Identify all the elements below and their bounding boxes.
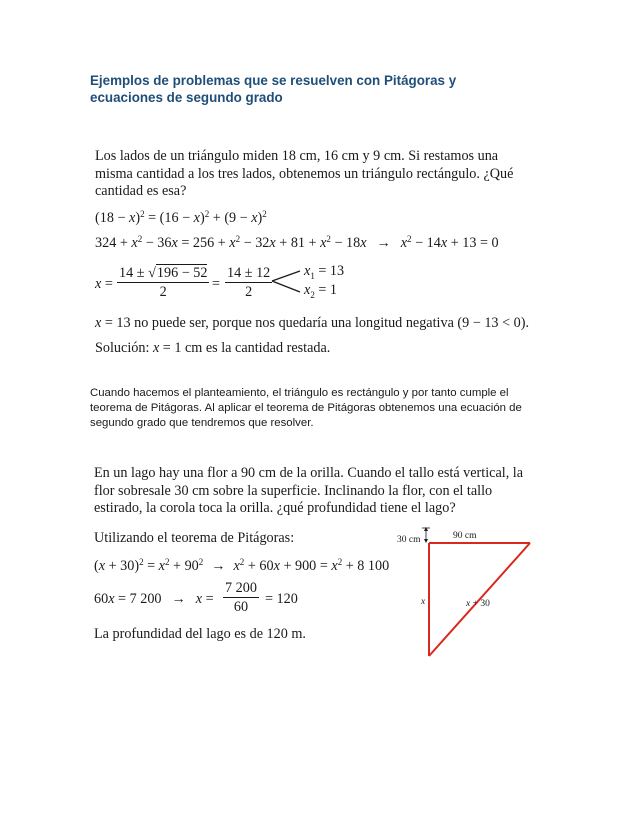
quadratic-fraction-1: $\frac{14 \pm √196 - 52}{2}$ — [119, 265, 208, 300]
problem-2-line-3: estirado, la corola toca la orilla. ¿qué profundidad tiene el lago? — [94, 500, 456, 516]
result-fraction: $\frac{7 200}{60}$ — [225, 580, 257, 615]
linear-equation: 60x = 7 200 → x = — [94, 591, 214, 607]
problem-2-statement — [94, 465, 534, 518]
root-2: $x_2 = 1$ — [304, 282, 338, 300]
equation-2: $324 + x^2 - 36x = 256 + x^2 - 32x + 81 + x^2 - 18x \to x^2 - 14x + 13 = 0$ — [95, 234, 499, 251]
problem-1-line-2: misma cantidad a los tres lados, obtenemos un triángulo rectángulo. ¿Qué — [95, 165, 514, 182]
discard-line: x = 13 no puede ser, porque nos quedaría una longitud negativa (9 − 13 < 0). — [95, 315, 529, 331]
explanation-line-3: segundo grado que tendremos que resolver. — [90, 417, 314, 429]
equation-1: $(18 - x)^2 = (16 - x)^2 + (9 - x)^2$ — [95, 209, 267, 226]
result-value: = 120 — [265, 591, 298, 607]
lake-triangle-diagram — [420, 528, 580, 668]
label-30-cm: 30 cm — [397, 535, 421, 545]
equals-sign: = — [212, 276, 221, 292]
problem-1-line-1: Los lados de un triángulo miden 18 cm, 16 cm y 9 cm. Si restamos una — [95, 148, 499, 164]
pythagoras-equation: $(x + 30)^2 = x^2 + 90^2 \to x^2 + 60x + 900 = x^2 + 8$ 100 — [94, 557, 390, 574]
problem-2-line-1: En un lago hay una flor a 90 cm de la orilla. Cuando el tallo está vertical, la — [94, 465, 524, 481]
title-line-1: Ejemplos de problemas que se resuelven con Pitágoras y — [90, 73, 457, 88]
title-line-2: ecuaciones de segundo grado — [90, 90, 283, 105]
explanation-line-1: Cuando hacemos el planteamiento, el triángulo es rectángulo y por tanto cumple el — [90, 387, 509, 399]
quadratic-fraction-2: $\frac{14 \pm 12}{2}$ — [227, 265, 271, 300]
arrow-head-up — [424, 527, 428, 531]
explanation-line-2: teorema de Pitágoras. Al aplicar el teorema de Pitágoras obtenemos una ecuación de — [90, 402, 522, 414]
problem-1-statement — [95, 148, 535, 201]
problem-1-line-3: cantidad es esa? — [95, 183, 187, 199]
page-title — [90, 72, 510, 106]
solve-variable: x = — [95, 276, 113, 292]
method-line: Utilizando el teorema de Pitágoras: — [94, 530, 295, 546]
label-90-cm: 90 cm — [453, 531, 477, 541]
explanation-paragraph — [90, 386, 550, 431]
branch-icon — [270, 268, 302, 298]
problem-2-line-2: flor sobresale 30 cm sobre la superficie. Inclinando la flor, con el tallo — [94, 482, 493, 499]
label-x-plus-30: x + 30 — [466, 599, 490, 609]
root-1: $x_1 = 13$ — [304, 263, 345, 281]
label-x: x — [421, 597, 426, 607]
solution-line: Solución: x = 1 cm es la cantidad restada. — [95, 340, 331, 356]
arrow-head-down — [424, 539, 428, 543]
answer-line: La profundidad del lago es de 120 m. — [94, 626, 306, 642]
